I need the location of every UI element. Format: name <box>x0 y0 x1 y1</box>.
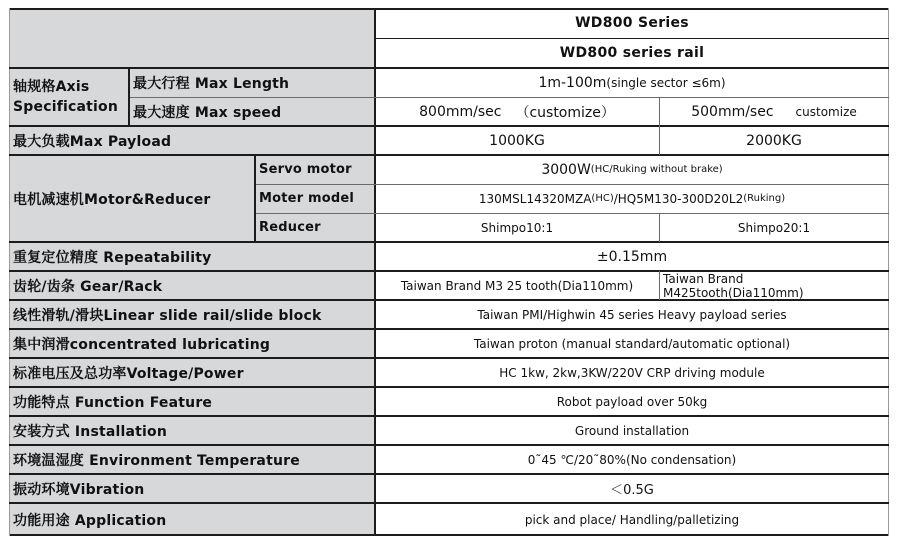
max-length-value <box>375 68 889 97</box>
divider-reducer <box>659 213 660 242</box>
application-value: pick and place/ Handling/palletizing <box>375 503 889 536</box>
divider-speed <box>659 97 660 155</box>
max-speed-left <box>375 97 659 126</box>
axis-spec-label-line1: 轴规格Axis <box>13 79 90 95</box>
rule-row-8 <box>9 270 889 272</box>
rule-row-3 <box>9 125 889 127</box>
function-feature-value: Robot payload over 50kg <box>375 387 889 416</box>
motor-model-value <box>375 184 889 213</box>
max-speed-right <box>659 97 889 126</box>
function-feature-label: 功能特点 Function Feature <box>9 387 375 416</box>
installation-label: 安装方式 Installation <box>9 416 375 445</box>
max-speed-right-note: customize <box>795 104 857 119</box>
reducer-left: Shimpo10:1 <box>375 213 659 242</box>
motor-model-d: (Ruking) <box>743 193 786 204</box>
axis-spec-label <box>9 68 129 126</box>
max-speed-right-main: 500mm/sec <box>691 103 774 120</box>
max-payload-left: 1000KG <box>375 126 659 155</box>
lubrication-label: 集中润滑concentrated lubricating <box>9 329 375 358</box>
rule-row-15 <box>9 473 889 475</box>
motor-model-b: (HC) <box>591 193 614 204</box>
lubrication-value: Taiwan proton (manual standard/automatic optional) <box>375 329 889 358</box>
repeatability-value: ±0.15mm <box>375 242 889 271</box>
rule-row-5 <box>255 184 889 185</box>
rule-row-16 <box>9 502 889 504</box>
motor-model-c: /HQ5M130-300D20L2 <box>613 191 744 206</box>
border-right <box>888 8 889 536</box>
divider-gear <box>659 271 660 300</box>
max-payload-right: 2000KG <box>659 126 889 155</box>
rule-row-7 <box>9 241 889 243</box>
servo-motor-note: (HC/Ruking without brake) <box>590 164 723 175</box>
environment-label: 环境温湿度 Environment Temperature <box>9 445 375 474</box>
max-speed-label: 最大速度 Max speed <box>129 97 375 126</box>
rule-row-13 <box>9 415 889 417</box>
motor-model-a: 130MSL14320MZA <box>478 191 592 206</box>
motor-reducer-label: 电机减速机Motor&Reducer <box>9 155 255 242</box>
rule-row-9 <box>9 299 889 301</box>
header-blank-cell <box>9 8 375 68</box>
reducer-label: Reducer <box>255 213 375 242</box>
servo-motor-main: 3000W <box>541 161 591 178</box>
reducer-right: Shimpo20:1 <box>659 213 889 242</box>
voltage-power-label: 标准电压及总功率Voltage/Power <box>9 358 375 387</box>
max-length-main: 1m-100m <box>538 74 607 91</box>
servo-motor-value <box>375 155 889 184</box>
gear-rack-right <box>659 271 889 300</box>
border-top <box>9 8 889 10</box>
spec-table <box>9 8 889 536</box>
rule-header <box>375 38 889 39</box>
application-label: 功能用途 Application <box>9 503 375 536</box>
voltage-power-value: HC 1kw, 2kw,3KW/220V CRP driving module <box>375 358 889 387</box>
gear-rack-label: 齿轮/齿条 Gear/Rack <box>9 271 375 300</box>
border-bottom <box>9 534 889 536</box>
max-speed-left-note: （customize） <box>515 104 615 121</box>
max-length-label: 最大行程 Max Length <box>129 68 375 97</box>
rule-row-2 <box>129 97 889 98</box>
rule-row-6 <box>255 213 889 214</box>
rule-row-10 <box>9 328 889 330</box>
gear-rack-right-line2: M425tooth(Dia110mm) <box>663 285 804 300</box>
rule-row-4 <box>9 154 889 156</box>
rule-row-12 <box>9 386 889 388</box>
max-payload-label: 最大负载Max Payload <box>9 126 375 155</box>
divider-main <box>374 8 376 536</box>
divider-axis <box>128 68 130 126</box>
vibration-label: 振动环境Vibration <box>9 474 375 503</box>
gear-rack-right-line1: Taiwan Brand <box>663 271 744 286</box>
linear-rail-value: Taiwan PMI/Highwin 45 series Heavy payload series <box>375 300 889 329</box>
gear-rack-left: Taiwan Brand M3 25 tooth(Dia110mm) <box>375 271 659 300</box>
installation-value: Ground installation <box>375 416 889 445</box>
vibration-value: ＜0.5G <box>375 474 889 503</box>
rule-row-14 <box>9 444 889 446</box>
max-length-note: (single sector ≤6m) <box>606 75 726 90</box>
servo-motor-label: Servo motor <box>255 155 375 184</box>
rule-row-1 <box>9 67 889 69</box>
rail-title: WD800 series rail <box>375 38 889 68</box>
repeatability-label: 重复定位精度 Repeatability <box>9 242 375 271</box>
linear-rail-label: 线性滑轨/滑块Linear slide rail/slide block <box>9 300 375 329</box>
series-title: WD800 Series <box>375 8 889 38</box>
rule-row-11 <box>9 357 889 359</box>
max-speed-left-main: 800mm/sec <box>419 103 502 120</box>
environment-value: 0˜45 ℃/20˜80%(No condensation) <box>375 445 889 474</box>
divider-motor <box>254 155 256 242</box>
border-left <box>9 8 10 536</box>
axis-spec-label-line2: Specification <box>13 99 119 115</box>
motor-model-label: Moter model <box>255 184 375 213</box>
